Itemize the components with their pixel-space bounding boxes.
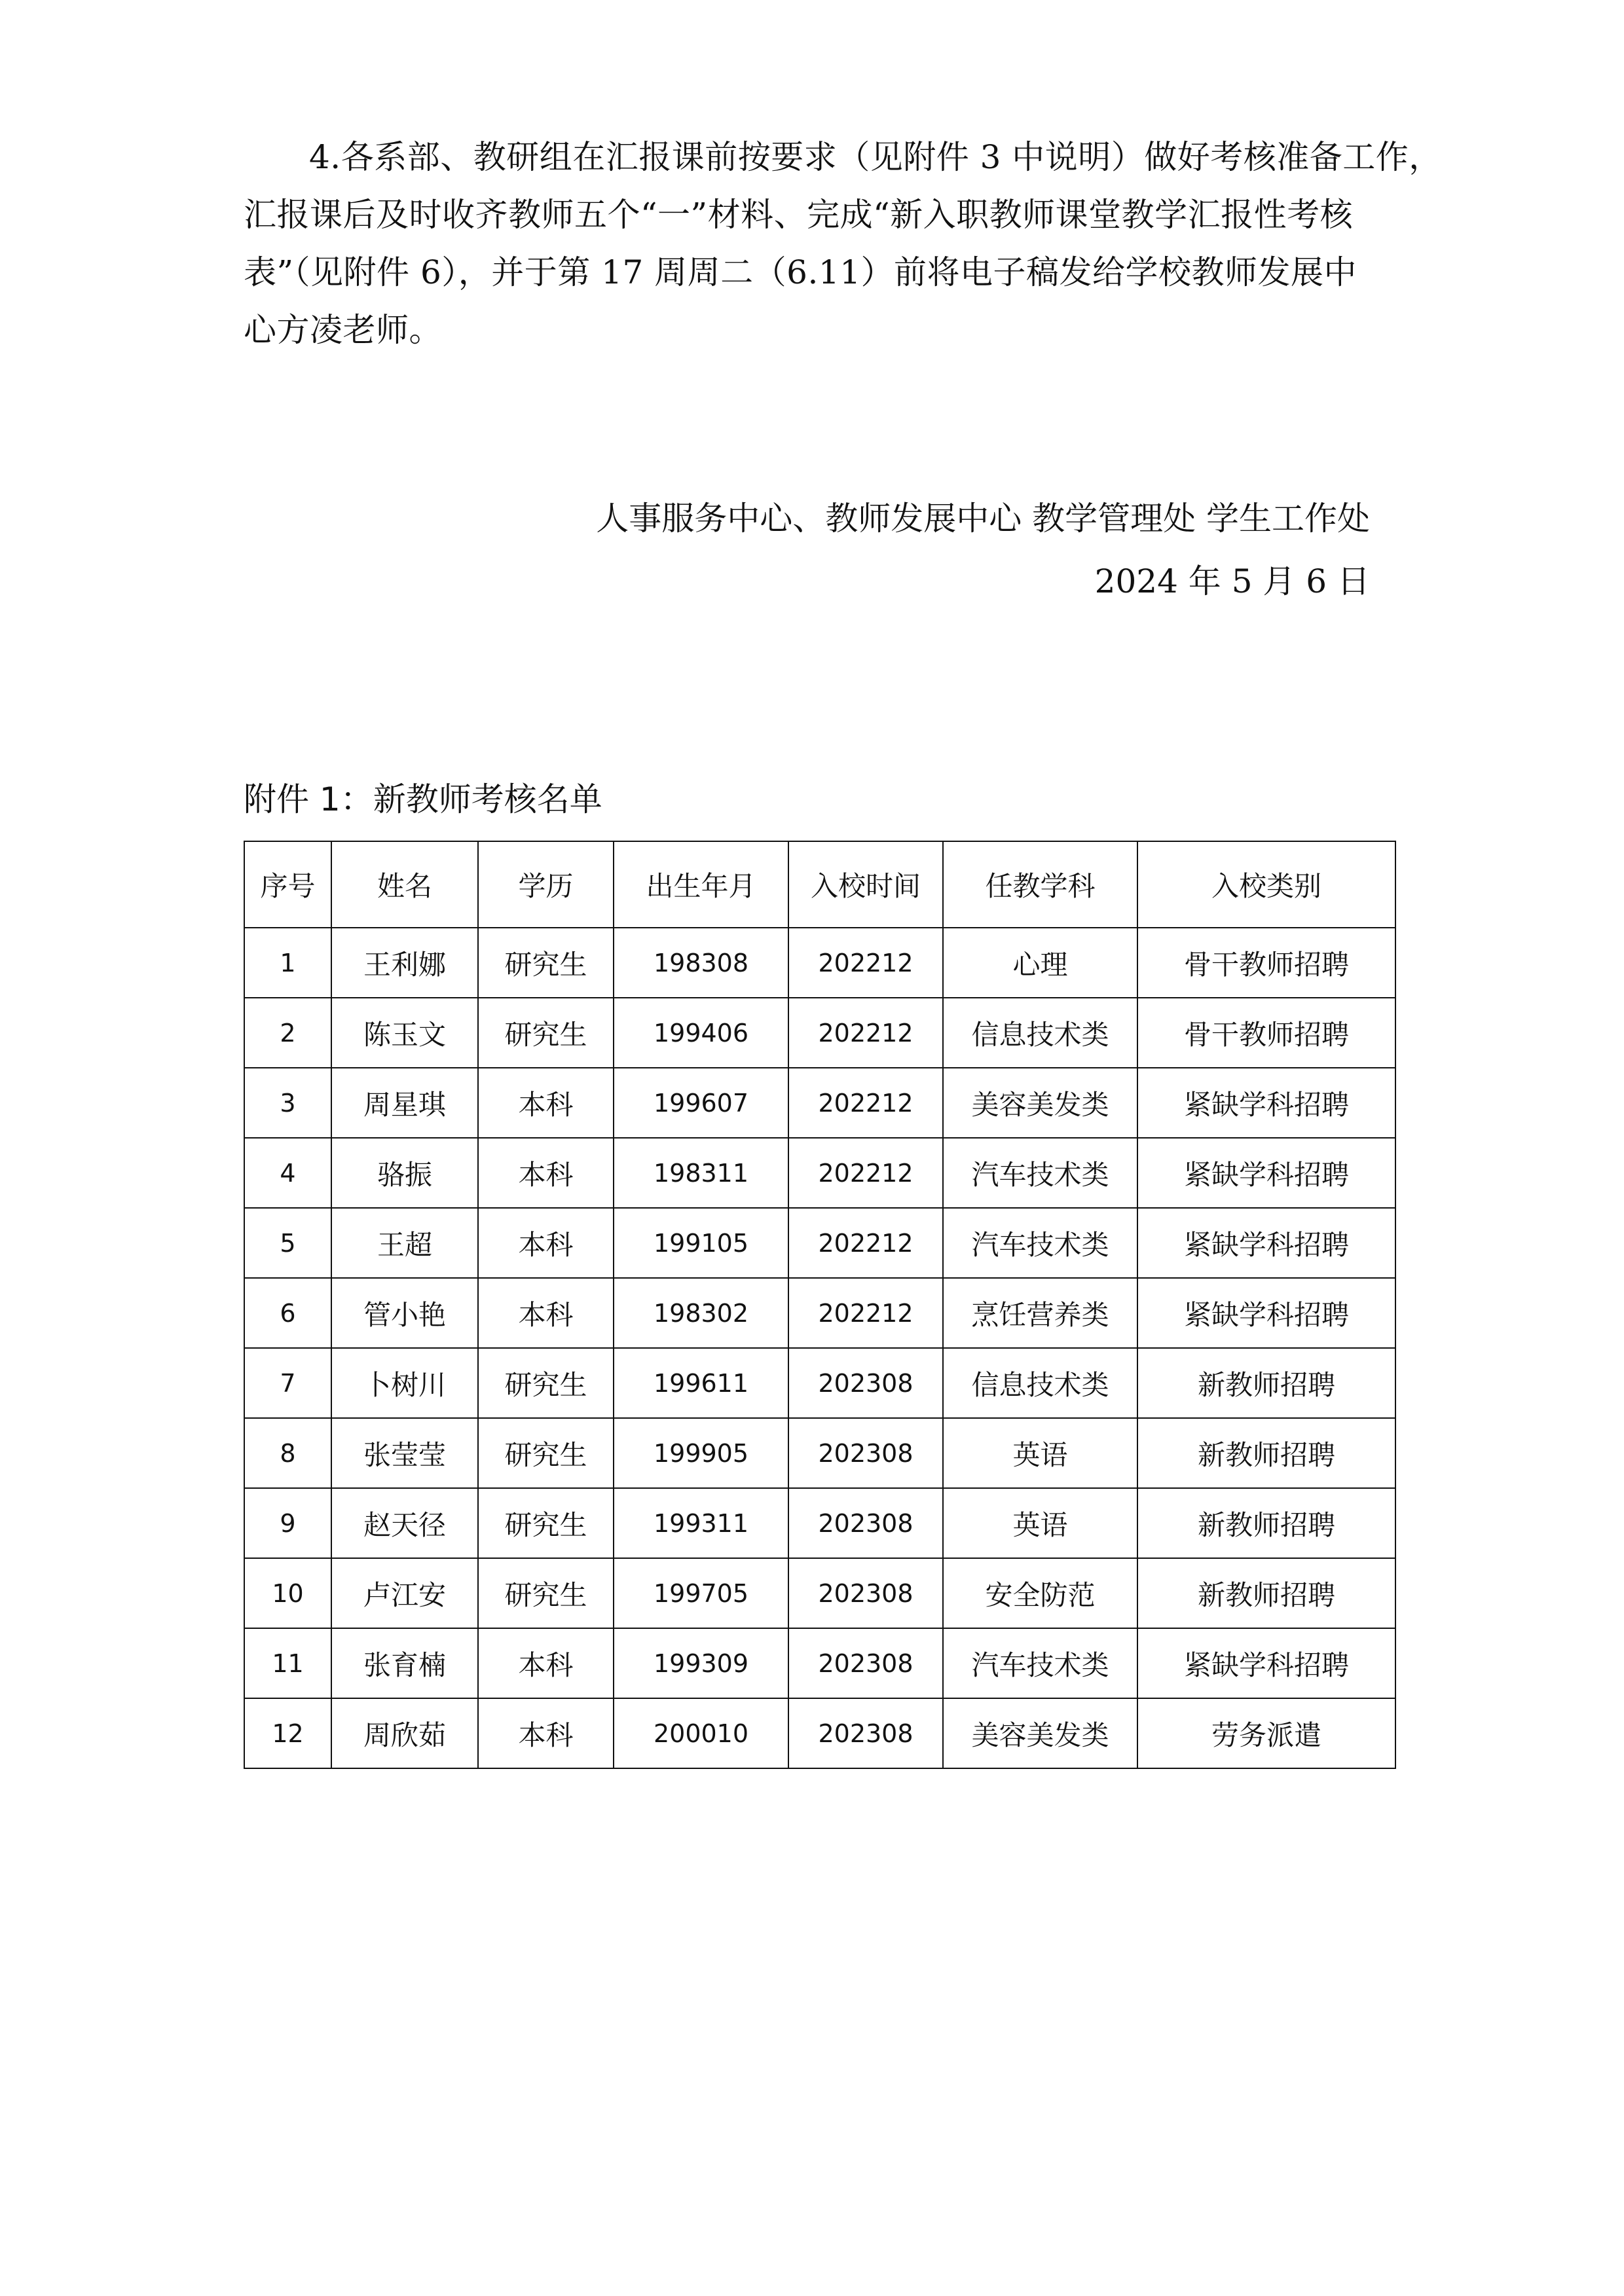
cell-entry-category: 新教师招聘 — [1137, 1418, 1395, 1488]
table-row — [244, 928, 1395, 998]
cell-name: 陈玉文 — [331, 998, 478, 1068]
cell-entry-category: 紧缺学科招聘 — [1137, 1278, 1395, 1348]
cell-index: 10 — [244, 1558, 331, 1628]
cell-subject: 汽车技术类 — [943, 1138, 1137, 1208]
cell-subject: 美容美发类 — [943, 1698, 1137, 1768]
cell-birth-month: 199705 — [614, 1558, 788, 1628]
notice-line: 表”（见附件 6），并于第 17 周周二（6.11）前将电子稿发给学校教师发展中 — [244, 253, 1357, 291]
table-row — [244, 1068, 1395, 1138]
cell-birth-month: 199311 — [614, 1488, 788, 1558]
cell-education: 研究生 — [478, 928, 614, 998]
header-entry-category: 入校类别 — [1137, 841, 1395, 928]
cell-subject: 信息技术类 — [943, 1348, 1137, 1418]
table-row — [244, 1558, 1395, 1628]
cell-entry-category: 新教师招聘 — [1137, 1348, 1395, 1418]
cell-entry-date: 202212 — [788, 1068, 943, 1138]
cell-index: 3 — [244, 1068, 331, 1138]
cell-birth-month: 199905 — [614, 1418, 788, 1488]
cell-entry-date: 202308 — [788, 1628, 943, 1698]
cell-education: 研究生 — [478, 998, 614, 1068]
cell-subject: 安全防范 — [943, 1558, 1137, 1628]
cell-entry-category: 紧缺学科招聘 — [1137, 1628, 1395, 1698]
cell-index: 2 — [244, 998, 331, 1068]
cell-birth-month: 199406 — [614, 998, 788, 1068]
cell-subject: 心理 — [943, 928, 1137, 998]
cell-birth-month: 200010 — [614, 1698, 788, 1768]
cell-education: 本科 — [478, 1628, 614, 1698]
header-education: 学历 — [478, 841, 614, 928]
header-name: 姓名 — [331, 841, 478, 928]
cell-education: 本科 — [478, 1068, 614, 1138]
cell-birth-month: 198311 — [614, 1138, 788, 1208]
cell-name: 王超 — [331, 1208, 478, 1278]
cell-index: 11 — [244, 1628, 331, 1698]
cell-index: 5 — [244, 1208, 331, 1278]
cell-entry-category: 新教师招聘 — [1137, 1558, 1395, 1628]
cell-entry-category: 紧缺学科招聘 — [1137, 1208, 1395, 1278]
table-row — [244, 1138, 1395, 1208]
cell-entry-date: 202212 — [788, 1208, 943, 1278]
cell-birth-month: 198302 — [614, 1278, 788, 1348]
cell-entry-category: 紧缺学科招聘 — [1137, 1138, 1395, 1208]
table-header-row — [244, 841, 1395, 928]
cell-index: 4 — [244, 1138, 331, 1208]
cell-name: 骆振 — [331, 1138, 478, 1208]
header-entry-date: 入校时间 — [788, 841, 943, 928]
cell-name: 管小艳 — [331, 1278, 478, 1348]
cell-entry-category: 骨干教师招聘 — [1137, 928, 1395, 998]
cell-entry-date: 202212 — [788, 928, 943, 998]
cell-name: 卜树川 — [331, 1348, 478, 1418]
cell-birth-month: 198308 — [614, 928, 788, 998]
cell-entry-date: 202308 — [788, 1558, 943, 1628]
cell-name: 卢江安 — [331, 1558, 478, 1628]
notice-paragraph — [244, 128, 1442, 359]
issue-date: 2024 年 5 月 6 日 — [1094, 562, 1370, 600]
cell-education: 研究生 — [478, 1418, 614, 1488]
notice-line: 心方凌老师。 — [244, 311, 442, 349]
cell-entry-category: 骨干教师招聘 — [1137, 998, 1395, 1068]
cell-subject: 烹饪营养类 — [943, 1278, 1137, 1348]
cell-education: 本科 — [478, 1698, 614, 1768]
header-index: 序号 — [244, 841, 331, 928]
cell-subject: 英语 — [943, 1418, 1137, 1488]
table-row — [244, 1278, 1395, 1348]
cell-entry-date: 202212 — [788, 1278, 943, 1348]
attachment-title: 附件 1：新教师考核名单 — [244, 780, 602, 818]
cell-entry-category: 劳务派遣 — [1137, 1698, 1395, 1768]
table-row — [244, 1488, 1395, 1558]
table-row — [244, 1698, 1395, 1768]
cell-education: 本科 — [478, 1208, 614, 1278]
cell-index: 1 — [244, 928, 331, 998]
cell-subject: 汽车技术类 — [943, 1628, 1137, 1698]
cell-birth-month: 199105 — [614, 1208, 788, 1278]
cell-subject: 信息技术类 — [943, 998, 1137, 1068]
cell-name: 张莹莹 — [331, 1418, 478, 1488]
cell-index: 9 — [244, 1488, 331, 1558]
table-row — [244, 998, 1395, 1068]
cell-entry-date: 202308 — [788, 1348, 943, 1418]
cell-entry-date: 202308 — [788, 1488, 943, 1558]
table-row — [244, 1208, 1395, 1278]
table-row — [244, 1418, 1395, 1488]
header-subject: 任教学科 — [943, 841, 1137, 928]
cell-entry-category: 新教师招聘 — [1137, 1488, 1395, 1558]
notice-line: 汇报课后及时收齐教师五个“一”材料、完成“新入职教师课堂教学汇报性考核 — [244, 196, 1354, 234]
table-row — [244, 1348, 1395, 1418]
cell-entry-date: 202308 — [788, 1418, 943, 1488]
cell-education: 本科 — [478, 1138, 614, 1208]
cell-birth-month: 199607 — [614, 1068, 788, 1138]
cell-index: 8 — [244, 1418, 331, 1488]
cell-entry-category: 紧缺学科招聘 — [1137, 1068, 1395, 1138]
cell-entry-date: 202212 — [788, 1138, 943, 1208]
cell-education: 研究生 — [478, 1488, 614, 1558]
cell-name: 周星琪 — [331, 1068, 478, 1138]
cell-name: 张育楠 — [331, 1628, 478, 1698]
header-birth-month: 出生年月 — [614, 841, 788, 928]
cell-name: 周欣茹 — [331, 1698, 478, 1768]
cell-index: 7 — [244, 1348, 331, 1418]
cell-entry-date: 202308 — [788, 1698, 943, 1768]
cell-birth-month: 199309 — [614, 1628, 788, 1698]
cell-name: 王利娜 — [331, 928, 478, 998]
cell-education: 本科 — [478, 1278, 614, 1348]
signature-block — [596, 487, 1370, 613]
cell-entry-date: 202212 — [788, 998, 943, 1068]
cell-education: 研究生 — [478, 1348, 614, 1418]
cell-subject: 英语 — [943, 1488, 1137, 1558]
cell-index: 12 — [244, 1698, 331, 1768]
cell-subject: 汽车技术类 — [943, 1208, 1137, 1278]
table-row — [244, 1628, 1395, 1698]
teacher-roster-table — [244, 841, 1396, 1769]
cell-education: 研究生 — [478, 1558, 614, 1628]
issuing-departments: 人事服务中心、教师发展中心 教学管理处 学生工作处 — [596, 500, 1370, 538]
cell-name: 赵天径 — [331, 1488, 478, 1558]
cell-birth-month: 199611 — [614, 1348, 788, 1418]
cell-subject: 美容美发类 — [943, 1068, 1137, 1138]
cell-index: 6 — [244, 1278, 331, 1348]
notice-line: 4.各系部、教研组在汇报课前按要求（见附件 3 中说明）做好考核准备工作， — [309, 138, 1442, 176]
